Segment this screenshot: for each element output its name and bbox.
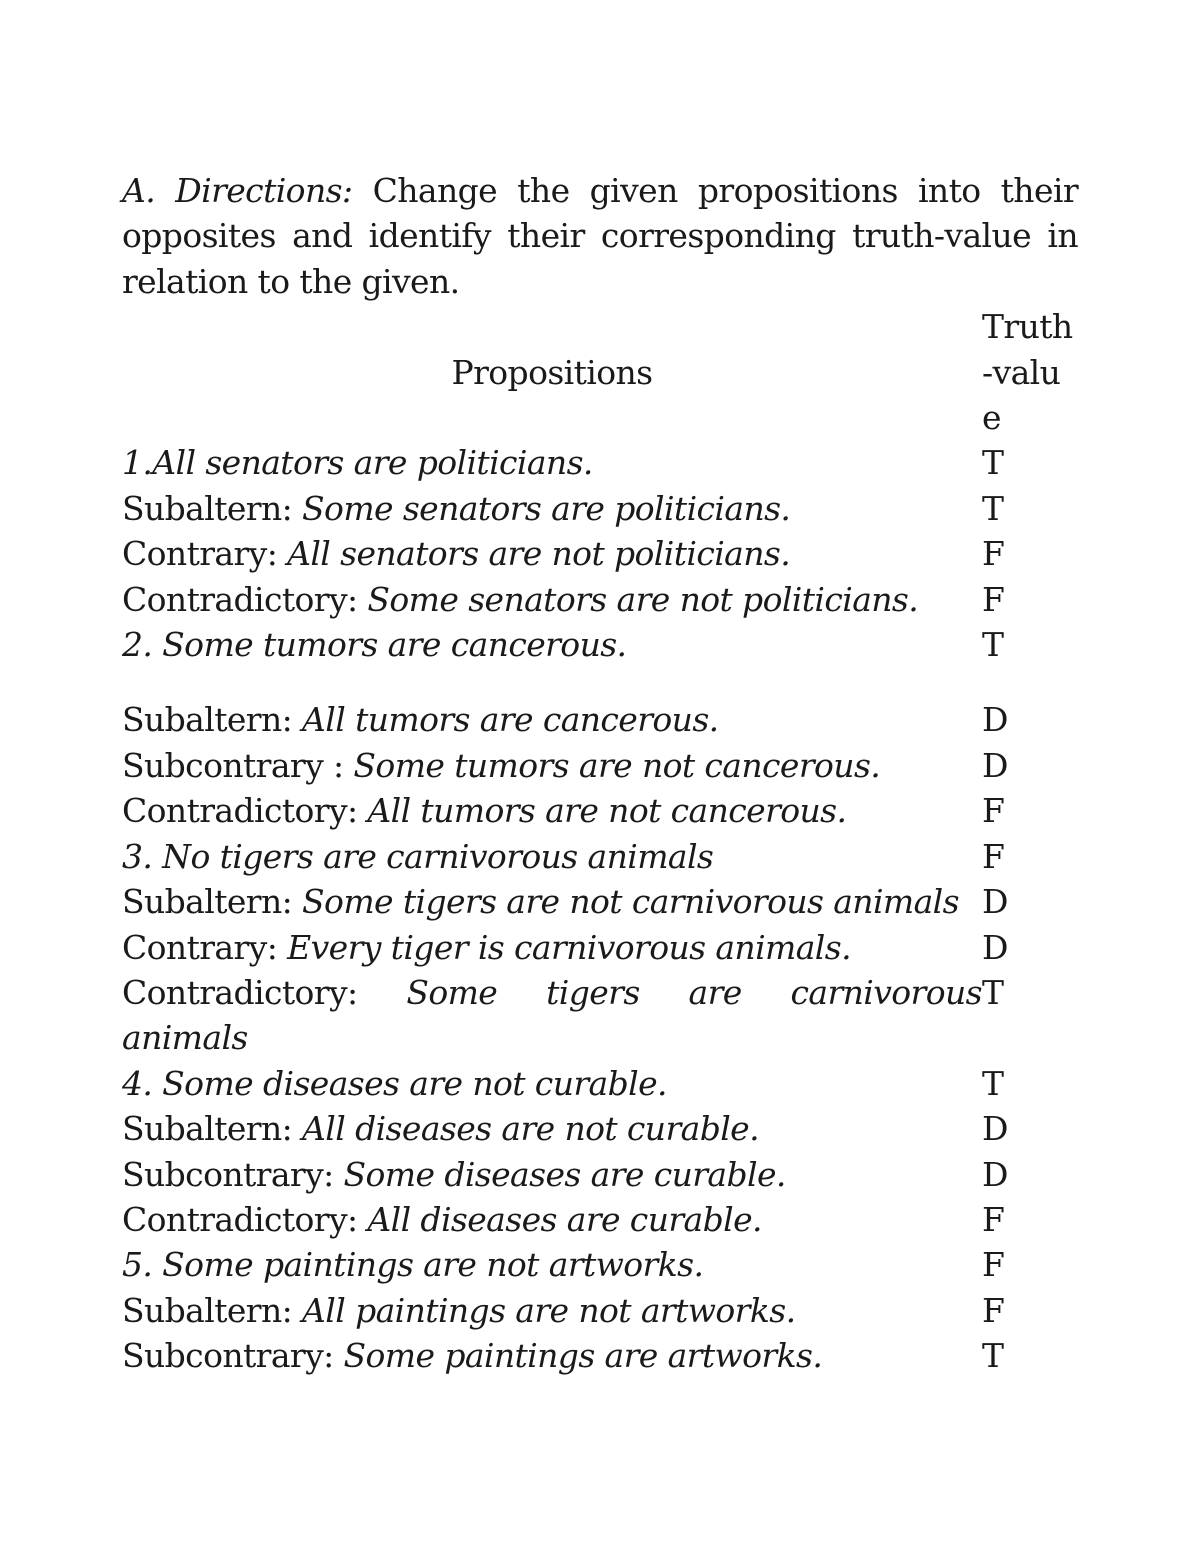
table-row [122, 970, 1078, 1061]
relation-label: Contradictory: [122, 1199, 368, 1239]
table-row [122, 834, 1078, 879]
proposition-statement: All tumors are cancerous. [302, 700, 719, 740]
proposition-statement: All paintings are not artworks. [302, 1290, 796, 1330]
proposition-cell [122, 486, 982, 531]
relation-label: Subcontrary: [122, 1154, 344, 1194]
proposition-statement: 2. Some tumors are cancerous. [122, 625, 627, 665]
proposition-cell [122, 1061, 982, 1106]
proposition-statement: 3. No tigers are carnivorous animals [122, 836, 714, 876]
relation-label: Contrary: [122, 927, 288, 967]
relation-label: Subaltern: [122, 700, 303, 740]
proposition-statement: Some tigers are not carnivorous animals [302, 882, 959, 922]
table-row [122, 667, 1078, 742]
header-truth-value-cell [982, 304, 1078, 440]
directions-paragraph [122, 168, 1078, 304]
proposition-cell [122, 440, 982, 485]
proposition-statement: Some diseases are curable. [343, 1154, 786, 1194]
proposition-cell [122, 834, 982, 879]
proposition-cell [122, 925, 982, 970]
directions-lead: A. Directions: [122, 171, 353, 210]
proposition-cell [122, 1152, 982, 1197]
truth-value-cell: F [982, 1245, 1005, 1285]
proposition-cell [122, 1333, 982, 1378]
proposition-first-line [122, 970, 982, 1015]
proposition-statement: Some tigers are carnivorous [406, 972, 982, 1012]
truth-value-cell: T [982, 443, 1004, 483]
proposition-cell [122, 743, 982, 788]
table-row [122, 1152, 1078, 1197]
header-truth-value-line-2: -valu [982, 352, 1061, 392]
proposition-statement: 5. Some paintings are not artworks. [122, 1245, 704, 1285]
propositions-table [122, 304, 1078, 1378]
truth-value-cell: T [982, 1063, 1004, 1103]
truth-value-cell: F [982, 1199, 1005, 1239]
relation-label: Subaltern: [122, 488, 303, 528]
relation-label: Contradictory: [122, 579, 368, 619]
truth-value-cell: D [982, 927, 1008, 967]
table-row [122, 1333, 1078, 1378]
proposition-statement: All diseases are not curable. [302, 1109, 760, 1149]
relation-label: Subaltern: [122, 1109, 303, 1149]
truth-value-cell: T [982, 625, 1004, 665]
proposition-cell [122, 622, 982, 667]
relation-label: Contradictory: [122, 791, 368, 831]
table-row [122, 788, 1078, 833]
proposition-statement: Some tumors are not cancerous. [353, 745, 881, 785]
table-row [122, 622, 1078, 667]
header-propositions-cell [122, 304, 982, 440]
proposition-cell [122, 667, 982, 742]
truth-value-cell: F [982, 534, 1005, 574]
truth-value-cell: F [982, 791, 1005, 831]
truth-value-cell: F [982, 579, 1005, 619]
table-row [122, 1106, 1078, 1151]
proposition-statement-continuation: animals [122, 1018, 248, 1058]
proposition-statement: All tumors are not cancerous. [367, 791, 847, 831]
proposition-cell [122, 1197, 982, 1242]
truth-value-cell: D [982, 745, 1008, 785]
table-row [122, 440, 1078, 485]
proposition-cell [122, 1106, 982, 1151]
table-row [122, 925, 1078, 970]
proposition-cell [122, 1288, 982, 1333]
relation-label: Subaltern: [122, 1290, 303, 1330]
truth-value-cell: F [982, 1290, 1005, 1330]
proposition-statement: 1.All senators are politicians. [122, 443, 593, 483]
table-row [122, 1288, 1078, 1333]
table-row [122, 1061, 1078, 1106]
proposition-cell [122, 788, 982, 833]
relation-label: Contrary: [122, 534, 288, 574]
proposition-cell [122, 531, 982, 576]
truth-value-cell: T [982, 972, 1004, 1012]
table-header-row [122, 304, 1078, 440]
proposition-statement: All diseases are curable. [367, 1199, 762, 1239]
proposition-cell [122, 879, 982, 924]
proposition-statement: 4. Some diseases are not curable. [122, 1063, 667, 1103]
table-row [122, 879, 1078, 924]
proposition-statement: Every tiger is carnivorous animals. [287, 927, 851, 967]
relation-label: Contradictory: [122, 972, 407, 1012]
header-truth-value-line-3: e [982, 398, 1001, 438]
relation-label: Subaltern: [122, 882, 303, 922]
directions-text: Change the given propositions into their opposites and identify their corresponding truth-value in relation to the given. [122, 171, 1079, 301]
header-truth-value-line-1: Truth [982, 307, 1073, 347]
truth-value-cell: F [982, 836, 1005, 876]
proposition-statement: All senators are not politicians. [287, 534, 791, 574]
truth-value-cell: D [982, 1109, 1008, 1149]
table-row [122, 1242, 1078, 1287]
document-page [122, 168, 1078, 1379]
table-row [122, 577, 1078, 622]
relation-label: Subcontrary : [122, 745, 354, 785]
table-row [122, 1197, 1078, 1242]
proposition-cell [122, 970, 982, 1061]
truth-value-cell: D [982, 700, 1008, 740]
table-row [122, 531, 1078, 576]
proposition-cell [122, 577, 982, 622]
truth-value-cell: T [982, 1336, 1004, 1376]
proposition-statement: Some senators are politicians. [302, 488, 791, 528]
truth-value-cell: D [982, 882, 1008, 922]
table-row [122, 743, 1078, 788]
truth-value-cell: T [982, 488, 1004, 528]
relation-label: Subcontrary: [122, 1336, 344, 1376]
proposition-cell [122, 1242, 982, 1287]
proposition-statement: Some senators are not politicians. [367, 579, 919, 619]
header-propositions: Propositions [451, 352, 653, 392]
table-row [122, 486, 1078, 531]
truth-value-cell: D [982, 1154, 1008, 1194]
proposition-statement: Some paintings are artworks. [343, 1336, 823, 1376]
